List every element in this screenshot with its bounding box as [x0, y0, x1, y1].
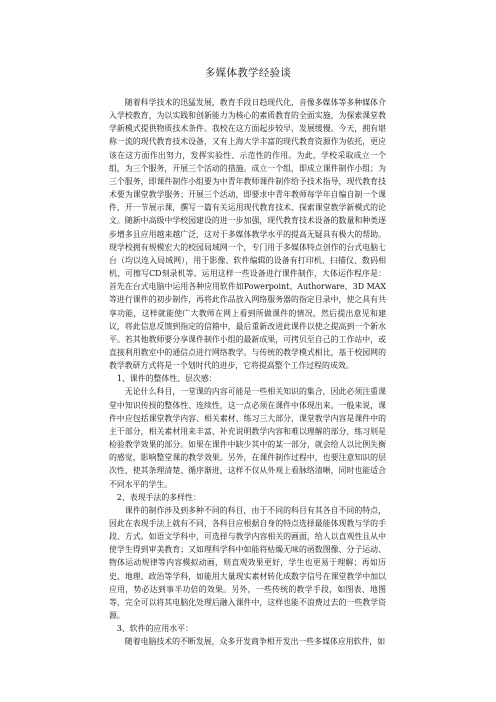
paragraph-section-3: 随着电脑技术的不断发展，众多开发商争相开发出一些多媒体应用软件，如 [124, 637, 386, 647]
paragraph-section-1: 无论什么科目，一堂课的内容可能是一些相关知识的集合，因此必须注重课堂中知识传授的整体性、连续性，这一点必须在课件中体现出来。一般来说，课件中应包括课堂教学内容、相关素材、练习三大部分，课堂教学内容是课件中的主干部分，相关素材用来丰富、补充说明教学内容和难以理解的部分，练习则是检验教学效果的部分。如果在课件中缺少其中的某一部分，就会给人以比例失衡的感觉，影响整堂课的教学效果。另外，在课件制作过程中，也要注意知识的层次性，使其条理清楚、循序渐进，这样不仅从外观上看脉络清晰，同时也能适合不同水平的学生。 [109, 387, 386, 489]
paragraph-section-2: 课件的制作涉及到多种不同的科目，由于不同的科目有其各自不同的特点，因此在表现手法上就有不同，各科目应根据自身的特点选择最能体现教与学的手段、方式。如语文学科中，可选择与教学内容相关的画面，给人以直观性且从中使学生得到审美教育；又如理科学科中如能将枯燥无味的函数图像、分子运动、物体运动规律等内容模拟动画，则直观效果更好，学生也更易于理解；再如历史、地理、政治等学科，如能用大量现实素材转化成数字信号在课堂教学中加以应用，势必达到事半功倍的效果。另外，一些传统的教学手段，如图表、地图等，完全可以将其电脑化处理后融入课件中，这样也能不浪费过去的一些教学资源。 [109, 505, 386, 621]
document-body [109, 96, 386, 649]
document-title: 多媒体教学经验谈 [204, 67, 292, 79]
section-heading-2: 2、表现手法的多样性： [116, 492, 201, 502]
section-heading-3: 3、软件的应用水平： [116, 624, 193, 634]
paragraph-intro: 随着科学技术的迅猛发展，教育手段日趋现代化，音像多媒体等多种媒体介入学校教育，为以实践和创新能力为核心的素质教育的全面实施，为探索课堂教学新模式提供物质技术条件。我校在这方面起步较早，发展缓慢。今天，拥有堪称一流的现代教育技术设备，又有上海大学丰富的现代教育资源作为依托，更应该在这方面作出努力，发挥实验性、示范性的作用。为此，学校采取成立一个组，为三个服务，开展三个活动的措施。成立一个组，即成立课件制作小组；为三个服务，即课件制作小组要为中青年教师课件制作给予技术指导，现代教育技术要为课堂教学服务；开展三个活动，即要求中青年教师每学年自编自制一个课件，开一节展示课，撰写一篇有关运用现代教育技术、探索课堂教学新模式的论文。随新中高级中学校园建设的进一步加强，现代教育技术设备的数量和种类逐步增多且应用越来越广泛，这对于多媒体教学水平的提高无疑具有极大的帮助。现学校拥有规模宏大的校园局域网一个，专门用于多媒体特点创作的台式电脑七台（均以连入局域网），用于影像、软件编辑的设备有打印机、扫描仪、数码相机、可擦写CD刻录机等。运用这样一些设备进行课件制作，大体运作程序是：首先在台式电脑中运用各种应用软件如Powerpoint、Authorware、3D MAX等进行课件的初步制作，再将此作品放入网络服务器的指定目录中，使之具有共享功能，这样就能使广大教师在网上看到所做课件的情况，然后提出意见和建议，将此信息反馈到指定的信箱中，最后重新改进此课件以使之提高到一个新水平。若其他教师要分享课件制作小组的最新成果，可拷贝至自己的工作站中，或直接利用教室中的通信点进行网络教学。与传统的教学模式相比，基于校园网的教学教研方式将是一个划时代的进步，它将提高整个工作过程的成效。 [109, 98, 386, 371]
section-heading-1: 1、课件的整体性、层次感： [116, 374, 217, 384]
